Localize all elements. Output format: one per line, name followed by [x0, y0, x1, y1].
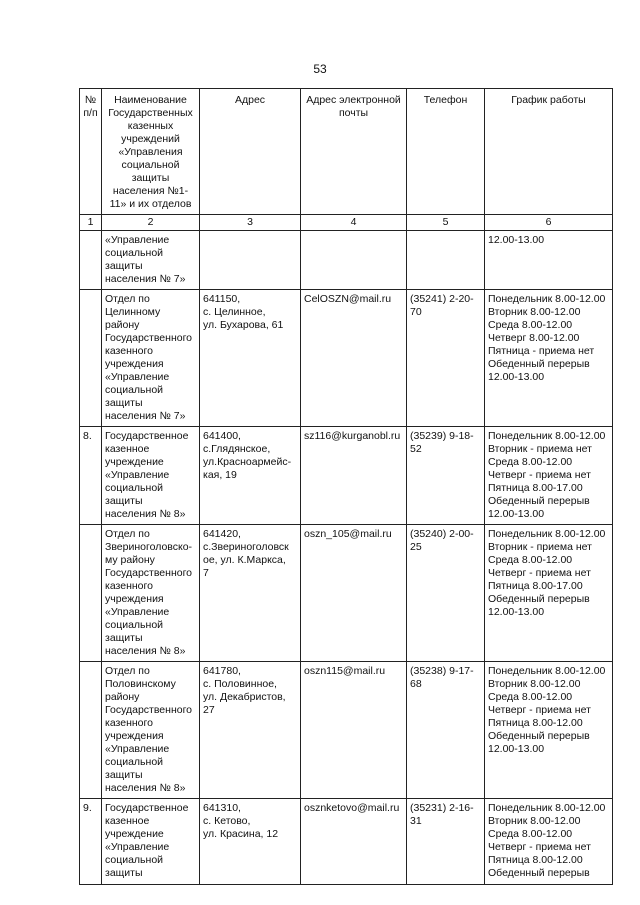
- address: 641310, с. Кетово, ул. Красина, 12: [200, 799, 301, 885]
- schedule: Понедельник 8.00-12.00 Вторник 8.00-12.00 Среда 8.00-12.00 Четверг - приема нет Пятница 8.00-12.00 Обеденный перерыв 12.00-13.00: [485, 662, 613, 799]
- column-number: 6: [485, 215, 613, 231]
- header-phone: Телефон: [407, 89, 485, 215]
- institution-name: Государственное казенное учреждение «Управление социальной защиты населения № 8»: [102, 427, 200, 525]
- phone: (35241) 2-20- 70: [407, 290, 485, 427]
- schedule: 12.00-13.00: [485, 231, 613, 290]
- table-row: [80, 231, 613, 290]
- column-number-row: [80, 215, 613, 231]
- institution-name: Государственное казенное учреждение «Управление социальной защиты: [102, 799, 200, 885]
- email: [301, 231, 407, 290]
- row-number: [80, 525, 102, 662]
- header-institution-name: Наименование Государственных казенных учреждений «Управления социальной защиты населения №1- 11» и их отделов: [102, 89, 200, 215]
- phone: (35240) 2-00- 25: [407, 525, 485, 662]
- row-number: [80, 231, 102, 290]
- column-number: 2: [102, 215, 200, 231]
- row-number: [80, 290, 102, 427]
- schedule: Понедельник 8.00-12.00 Вторник 8.00-12.00 Среда 8.00-12.00 Четверг 8.00-12.00 Пятница - приема нет Обеденный перерыв 12.00-13.00: [485, 290, 613, 427]
- table-row: [80, 290, 613, 427]
- email: oszn115@mail.ru: [301, 662, 407, 799]
- schedule: Понедельник 8.00-12.00 Вторник - приема нет Среда 8.00-12.00 Четверг - приема нет Пятница 8.00-17.00 Обеденный перерыв 12.00-13.00: [485, 427, 613, 525]
- table-row: [80, 427, 613, 525]
- phone: (35239) 9-18- 52: [407, 427, 485, 525]
- row-number: 8.: [80, 427, 102, 525]
- phone: (35238) 9-17- 68: [407, 662, 485, 799]
- phone: [407, 231, 485, 290]
- header-schedule: График работы: [485, 89, 613, 215]
- institution-name: Отдел по Целинному району Государственного казенного учреждения «Управление социальной защиты населения № 7»: [102, 290, 200, 427]
- table-row: [80, 525, 613, 662]
- address: 641780, с. Половинное, ул. Декабристов, 27: [200, 662, 301, 799]
- email: oszn_105@mail.ru: [301, 525, 407, 662]
- header-number: № п/п: [80, 89, 102, 215]
- email: CelOSZN@mail.ru: [301, 290, 407, 427]
- offices-table: [79, 88, 613, 885]
- row-number: [80, 662, 102, 799]
- column-number: 1: [80, 215, 102, 231]
- address: 641420, с.Звериноголовск ое, ул. К.Маркса, 7: [200, 525, 301, 662]
- header-row: [80, 89, 613, 215]
- column-number: 5: [407, 215, 485, 231]
- table-row: [80, 662, 613, 799]
- address: 641150, с. Целинное, ул. Бухарова, 61: [200, 290, 301, 427]
- institution-name: Отдел по Половинскому району Государственного казенного учреждения «Управление социальной защиты населения № 8»: [102, 662, 200, 799]
- header-address: Адрес: [200, 89, 301, 215]
- email: osznketovo@mail.ru: [301, 799, 407, 885]
- address: 641400, с.Глядянское, ул.Красноармейс- кая, 19: [200, 427, 301, 525]
- row-number: 9.: [80, 799, 102, 885]
- schedule: Понедельник 8.00-12.00 Вторник - приема нет Среда 8.00-12.00 Четверг - приема нет Пятница 8.00-17.00 Обеденный перерыв 12.00-13.00: [485, 525, 613, 662]
- column-number: 3: [200, 215, 301, 231]
- phone: (35231) 2-16- 31: [407, 799, 485, 885]
- table-row: [80, 799, 613, 885]
- column-number: 4: [301, 215, 407, 231]
- header-email: Адрес электронной почты: [301, 89, 407, 215]
- page-number: 53: [313, 62, 327, 76]
- institution-name: Отдел по Звериноголовско- му району Государственного казенного учреждения «Управление социальной защиты населения № 8»: [102, 525, 200, 662]
- address: [200, 231, 301, 290]
- institution-name: «Управление социальной защиты населения № 7»: [102, 231, 200, 290]
- email: sz116@kurganobl.ru: [301, 427, 407, 525]
- schedule: Понедельник 8.00-12.00 Вторник 8.00-12.00 Среда 8.00-12.00 Четверг - приема нет Пятница 8.00-12.00 Обеденный перерыв: [485, 799, 613, 885]
